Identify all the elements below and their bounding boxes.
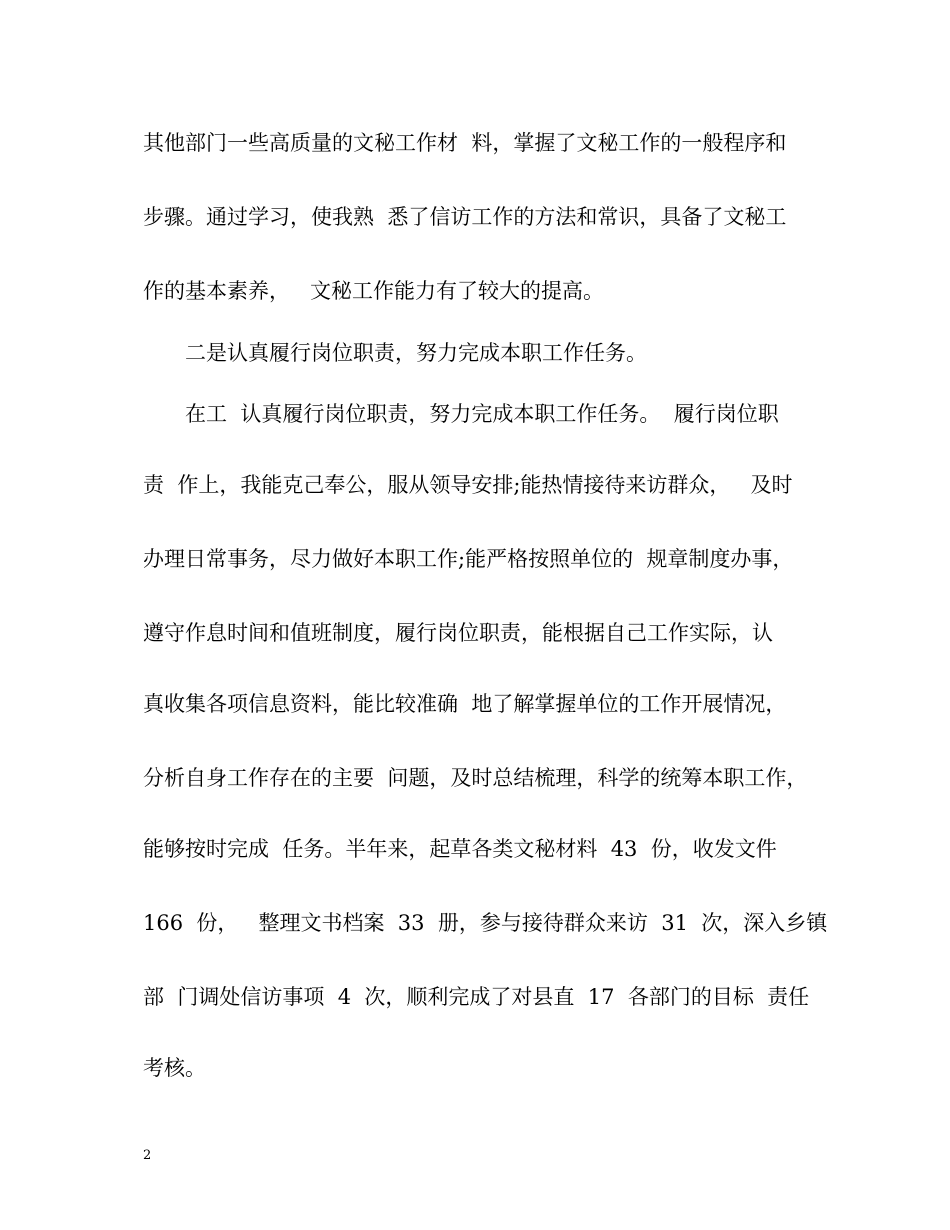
paragraph-line: 遵守作息时间和值班制度，履行岗位职责，能根据自己工作实际，认 bbox=[143, 621, 773, 645]
paragraph-line: 166 份， 整理文书档案 33 册，参与接待群众来访 31 次，深入乡镇 bbox=[143, 911, 828, 935]
page-number: 2 bbox=[143, 1148, 152, 1163]
paragraph-line: 能够按时完成 任务。半年来，起草各类文秘材料 43 份，收发文件 bbox=[143, 837, 777, 861]
paragraph-line: 考核。 bbox=[143, 1056, 206, 1080]
paragraph-line: 在工 认真履行岗位职责，努力完成本职工作任务。 履行岗位职 bbox=[185, 402, 779, 426]
paragraph-line: 部 门调处信访事项 4 次，顺利完成了对县直 17 各部门的目标 责任 bbox=[143, 985, 810, 1009]
paragraph-line: 真收集各项信息资料，能比较准确 地了解掌握单位的工作开展情况， bbox=[143, 692, 787, 716]
paragraph-line: 分析自身工作存在的主要 问题，及时总结梳理，科学的统筹本职工作， bbox=[143, 766, 808, 790]
paragraph-line: 其他部门一些高质量的文秘工作材 料，掌握了文秘工作的一般程序和 bbox=[143, 131, 787, 155]
paragraph-line: 作的基本素养， 文秘工作能力有了较大的提高。 bbox=[143, 279, 605, 303]
paragraph-line: 办理日常事务，尽力做好本职工作;能严格按照单位的 规章制度办事， bbox=[143, 547, 794, 571]
paragraph-line: 责 作上，我能克己奉公，服从领导安排;能热情接待来访群众， 及时 bbox=[143, 473, 793, 497]
paragraph-line: 步骤。通过学习，使我熟 悉了信访工作的方法和常识，具备了文秘工 bbox=[143, 205, 787, 229]
section-heading: 二是认真履行岗位职责，努力完成本职工作任务。 bbox=[185, 341, 647, 365]
